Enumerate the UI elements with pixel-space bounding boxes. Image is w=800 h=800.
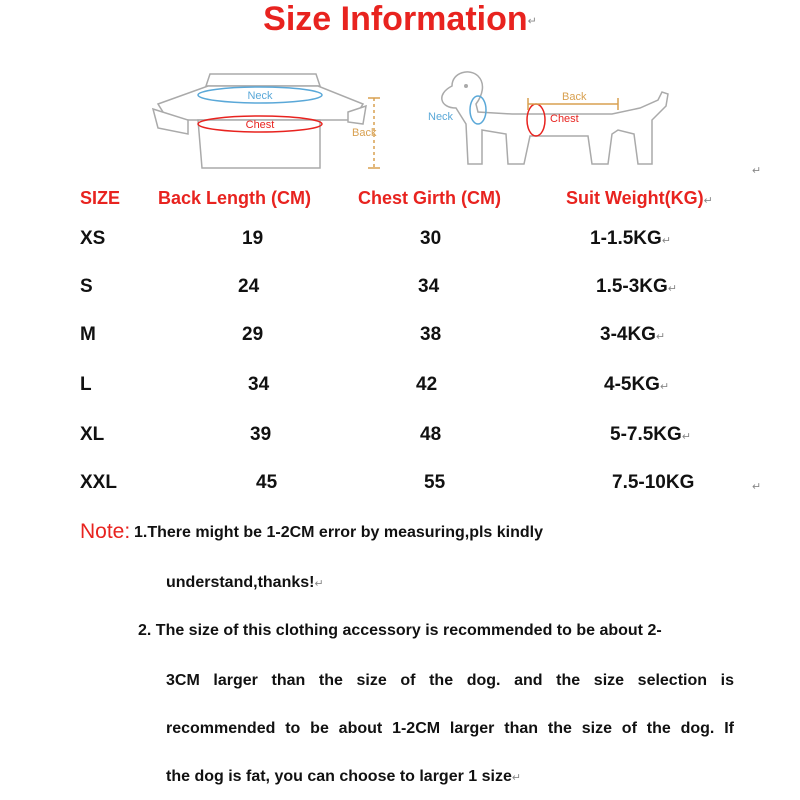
- table-row-back: 29: [242, 324, 264, 345]
- table-row-chest: 48: [420, 424, 442, 445]
- header-back-length: Back Length (CM): [158, 188, 311, 208]
- table-row-back: 39: [250, 424, 272, 445]
- return-mark: ↵: [527, 15, 537, 28]
- note-item-2-line-2: 3CM larger than the size of the dog. and the size selection is: [166, 672, 734, 689]
- dog-diagram: [412, 64, 708, 176]
- table-row-chest: 55: [424, 472, 446, 493]
- table-row-size: XL: [80, 424, 105, 445]
- dog-chest-label: Chest: [550, 113, 579, 125]
- shirt-back-label: Back: [352, 127, 377, 139]
- note-item-2-line-3: recommended to be about 1-2CM larger than the size of the dog. If: [166, 720, 734, 737]
- return-mark: ↵: [752, 481, 762, 493]
- table-row-weight: 1-1.5KG↵: [590, 228, 672, 249]
- table-row-weight: 3-4KG↵: [600, 324, 666, 345]
- header-suit-weight: Suit Weight(KG)↵: [566, 188, 713, 208]
- header-chest-girth: Chest Girth (CM): [358, 188, 501, 208]
- table-row-chest: 38: [420, 324, 442, 345]
- table-row-back: 45: [256, 472, 278, 493]
- table-row-weight: 1.5-3KG↵: [596, 276, 678, 297]
- shirt-neck-label: Neck: [247, 90, 273, 102]
- dog-neck-label: Neck: [428, 111, 454, 123]
- table-row-chest: 34: [418, 276, 440, 297]
- note-label: Note:: [80, 520, 131, 543]
- note-item-1-line-1: 1.There might be 1-2CM error by measuring,pls kindly: [134, 524, 543, 541]
- note-item-1-line-2: understand,thanks!↵: [166, 574, 324, 591]
- return-mark: ↵: [703, 195, 713, 207]
- table-row-size: S: [80, 276, 93, 297]
- table-row-back: 24: [238, 276, 260, 297]
- title-text: Size Information: [263, 0, 528, 38]
- table-row-chest: 30: [420, 228, 442, 249]
- table-row-chest: 42: [416, 374, 438, 395]
- table-row-back: 34: [248, 374, 270, 395]
- table-row-size: M: [80, 324, 96, 345]
- note-item-2-line-1: 2. The size of this clothing accessory is recommended to be about 2-: [138, 622, 662, 639]
- note-item-2-line-4: the dog is fat, you can choose to larger 1 size↵: [166, 768, 522, 785]
- shirt-collar: [206, 74, 320, 86]
- header-size: SIZE: [80, 188, 121, 208]
- page-title: [0, 0, 800, 39]
- dog-back-label: Back: [562, 91, 587, 103]
- table-row-size: XXL: [80, 472, 117, 493]
- table-row-size: L: [80, 374, 92, 395]
- shirt-diagram: [148, 64, 408, 176]
- table-row-weight: 7.5-10KG: [612, 472, 695, 493]
- return-mark: ↵: [752, 165, 762, 177]
- table-row-back: 19: [242, 228, 264, 249]
- shirt-chest-label: Chest: [245, 119, 275, 131]
- table-row-weight: 5-7.5KG↵: [610, 424, 692, 445]
- table-row-size: XS: [80, 228, 106, 249]
- table-row-weight: 4-5KG↵: [604, 374, 670, 395]
